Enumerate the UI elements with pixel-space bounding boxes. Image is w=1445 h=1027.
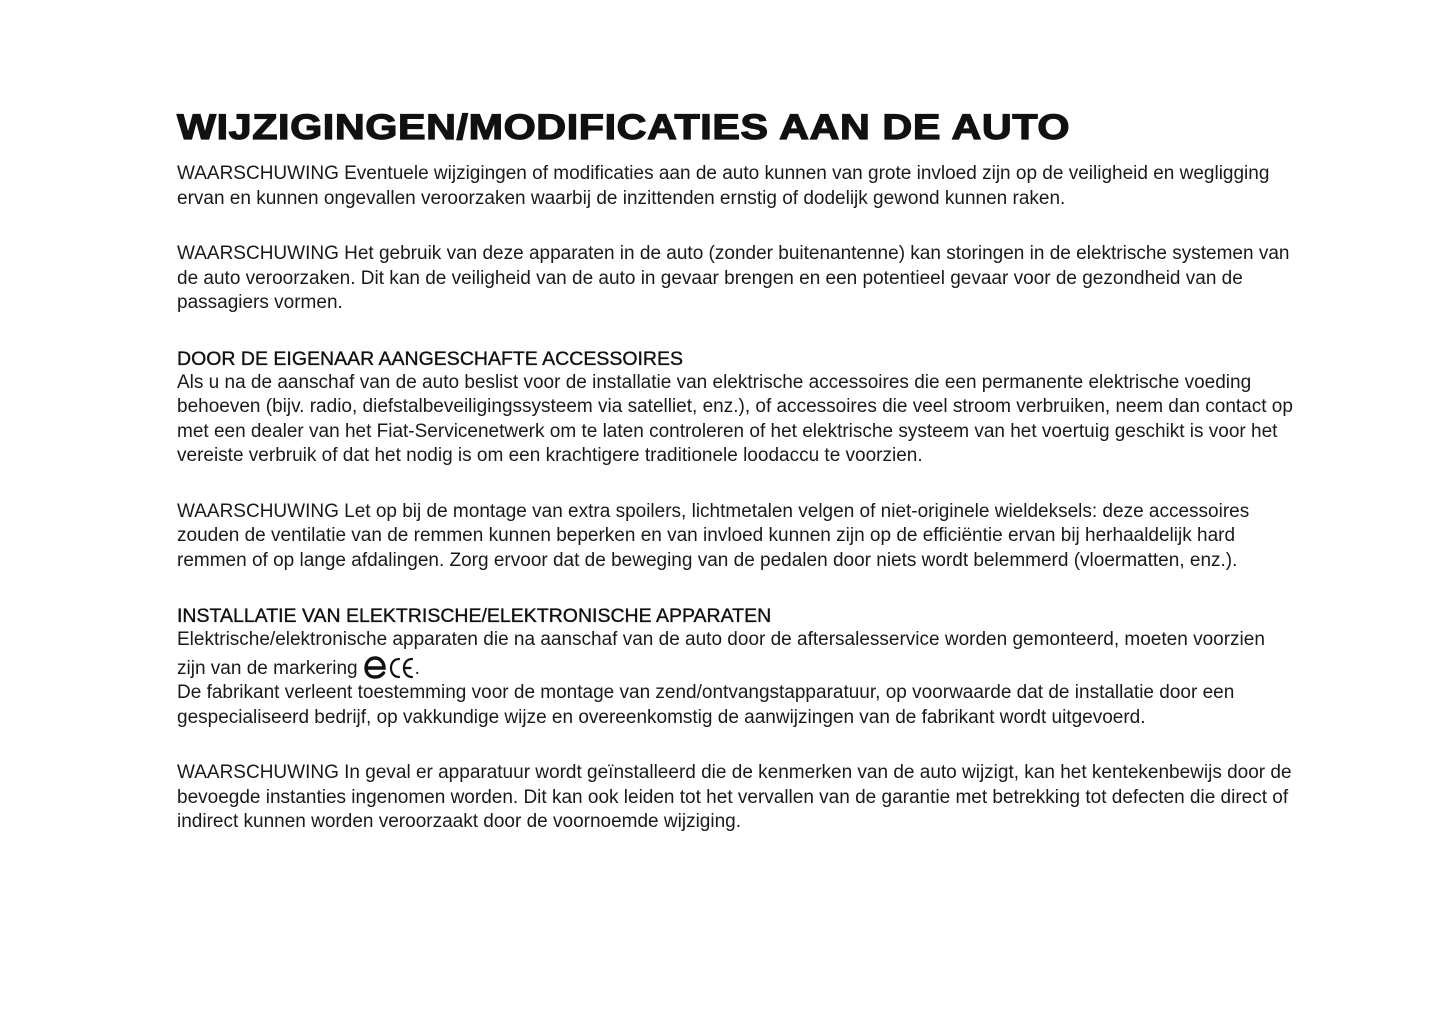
paragraph-spacer (177, 730, 1297, 761)
accessories-paragraph: Als u na de aanschaf van de auto beslist voor de installatie van elektrische accessoires die een permanente elektrische voeding behoeven (bijv. radio, diefstalbeveiligingssysteem via satelliet, enz.), of accessoires die veel stroom verbruiken, neem dan contact op met een dealer van het Fiat-Servicenetwerk om te laten controleren of het elektrische systeem van het voertuig geschikt is voor het vereiste verbruik of dat het nodig is om een krachtigere traditionele loodaccu te voorzien. (177, 371, 1293, 466)
document-page (177, 108, 1297, 835)
e-ce-marking-icon (363, 653, 415, 679)
paragraph-spacer (177, 316, 1297, 347)
manufacturer-permission-paragraph: De fabrikant verleent toestemming voor de montage van zend/ontvangstapparatuur, op voorwaarde dat de installatie door een gespecialiseerd bedrijf, op vakkundige wijze en overeenkomstig de aanwijzingen van de fabrikant wordt uitgevoerd. (177, 682, 1235, 728)
warning-paragraph-registration: WAARSCHUWING In geval er apparatuur wordt geïnstalleerd die de kenmerken van de auto wijzigt, kan het kentekenbewijs door de bevoegde instanties ingenomen worden. Dit kan ook leiden tot het vervallen van de garantie met betrekking tot defecten die direct of indirect kunnen worden veroorzaakt door de voornoemde wijziging. (177, 762, 1292, 832)
warning-paragraph-modifications: WAARSCHUWING Eventuele wijzigingen of modificaties aan de auto kunnen van grote invloed zijn op de veiligheid en wegligging ervan en kunnen ongevallen veroorzaken waarbij de inzittenden ernstig of dodelijk gewond kunnen raken. (177, 163, 1270, 209)
warning-paragraph-interference: WAARSCHUWING Het gebruik van deze apparaten in de auto (zonder buitenantenne) kan storingen in de elektrische systemen van de auto veroorzaken. Dit kan de veiligheid van de auto in gevaar brengen en een potentieel gevaar voor de gezondheid van de passagiers vormen. (177, 243, 1290, 313)
paragraph-spacer (177, 211, 1297, 242)
warning-paragraph-spoilers: WAARSCHUWING Let op bij de montage van extra spoilers, lichtmetalen velgen of niet-originele wieldeksels: deze accessoires zouden de ventilatie van de remmen kunnen beperken en van invloed kunnen zijn op de efficiëntie ervan bij herhaaldelijk hard remmen of op lange afdalingen. Zorg ervoor dat de beweging van de pedalen door niets wordt belemmerd (vloermatten, enz.). (177, 500, 1250, 571)
section-heading-installation: INSTALLATIE VAN ELEKTRISCHE/ELEKTRONISCHE APPARATEN (177, 605, 772, 627)
paragraph-spacer (177, 573, 1297, 604)
installation-paragraph (177, 628, 1297, 681)
section-heading-accessories: DOOR DE EIGENAAR AANGESCHAFTE ACCESSOIRES (177, 347, 684, 370)
installation-text: Elektrische/elektronische apparaten die na aanschaf van de auto door de aftersalesservice worden gemonteerd, moeten voorzien zijn van de markering (177, 629, 1265, 679)
paragraph-spacer (177, 469, 1297, 500)
installation-text-end: . (414, 657, 420, 679)
page-title: WIJZIGINGEN/MODIFICATIES AAN DE AUTO (177, 108, 1071, 147)
